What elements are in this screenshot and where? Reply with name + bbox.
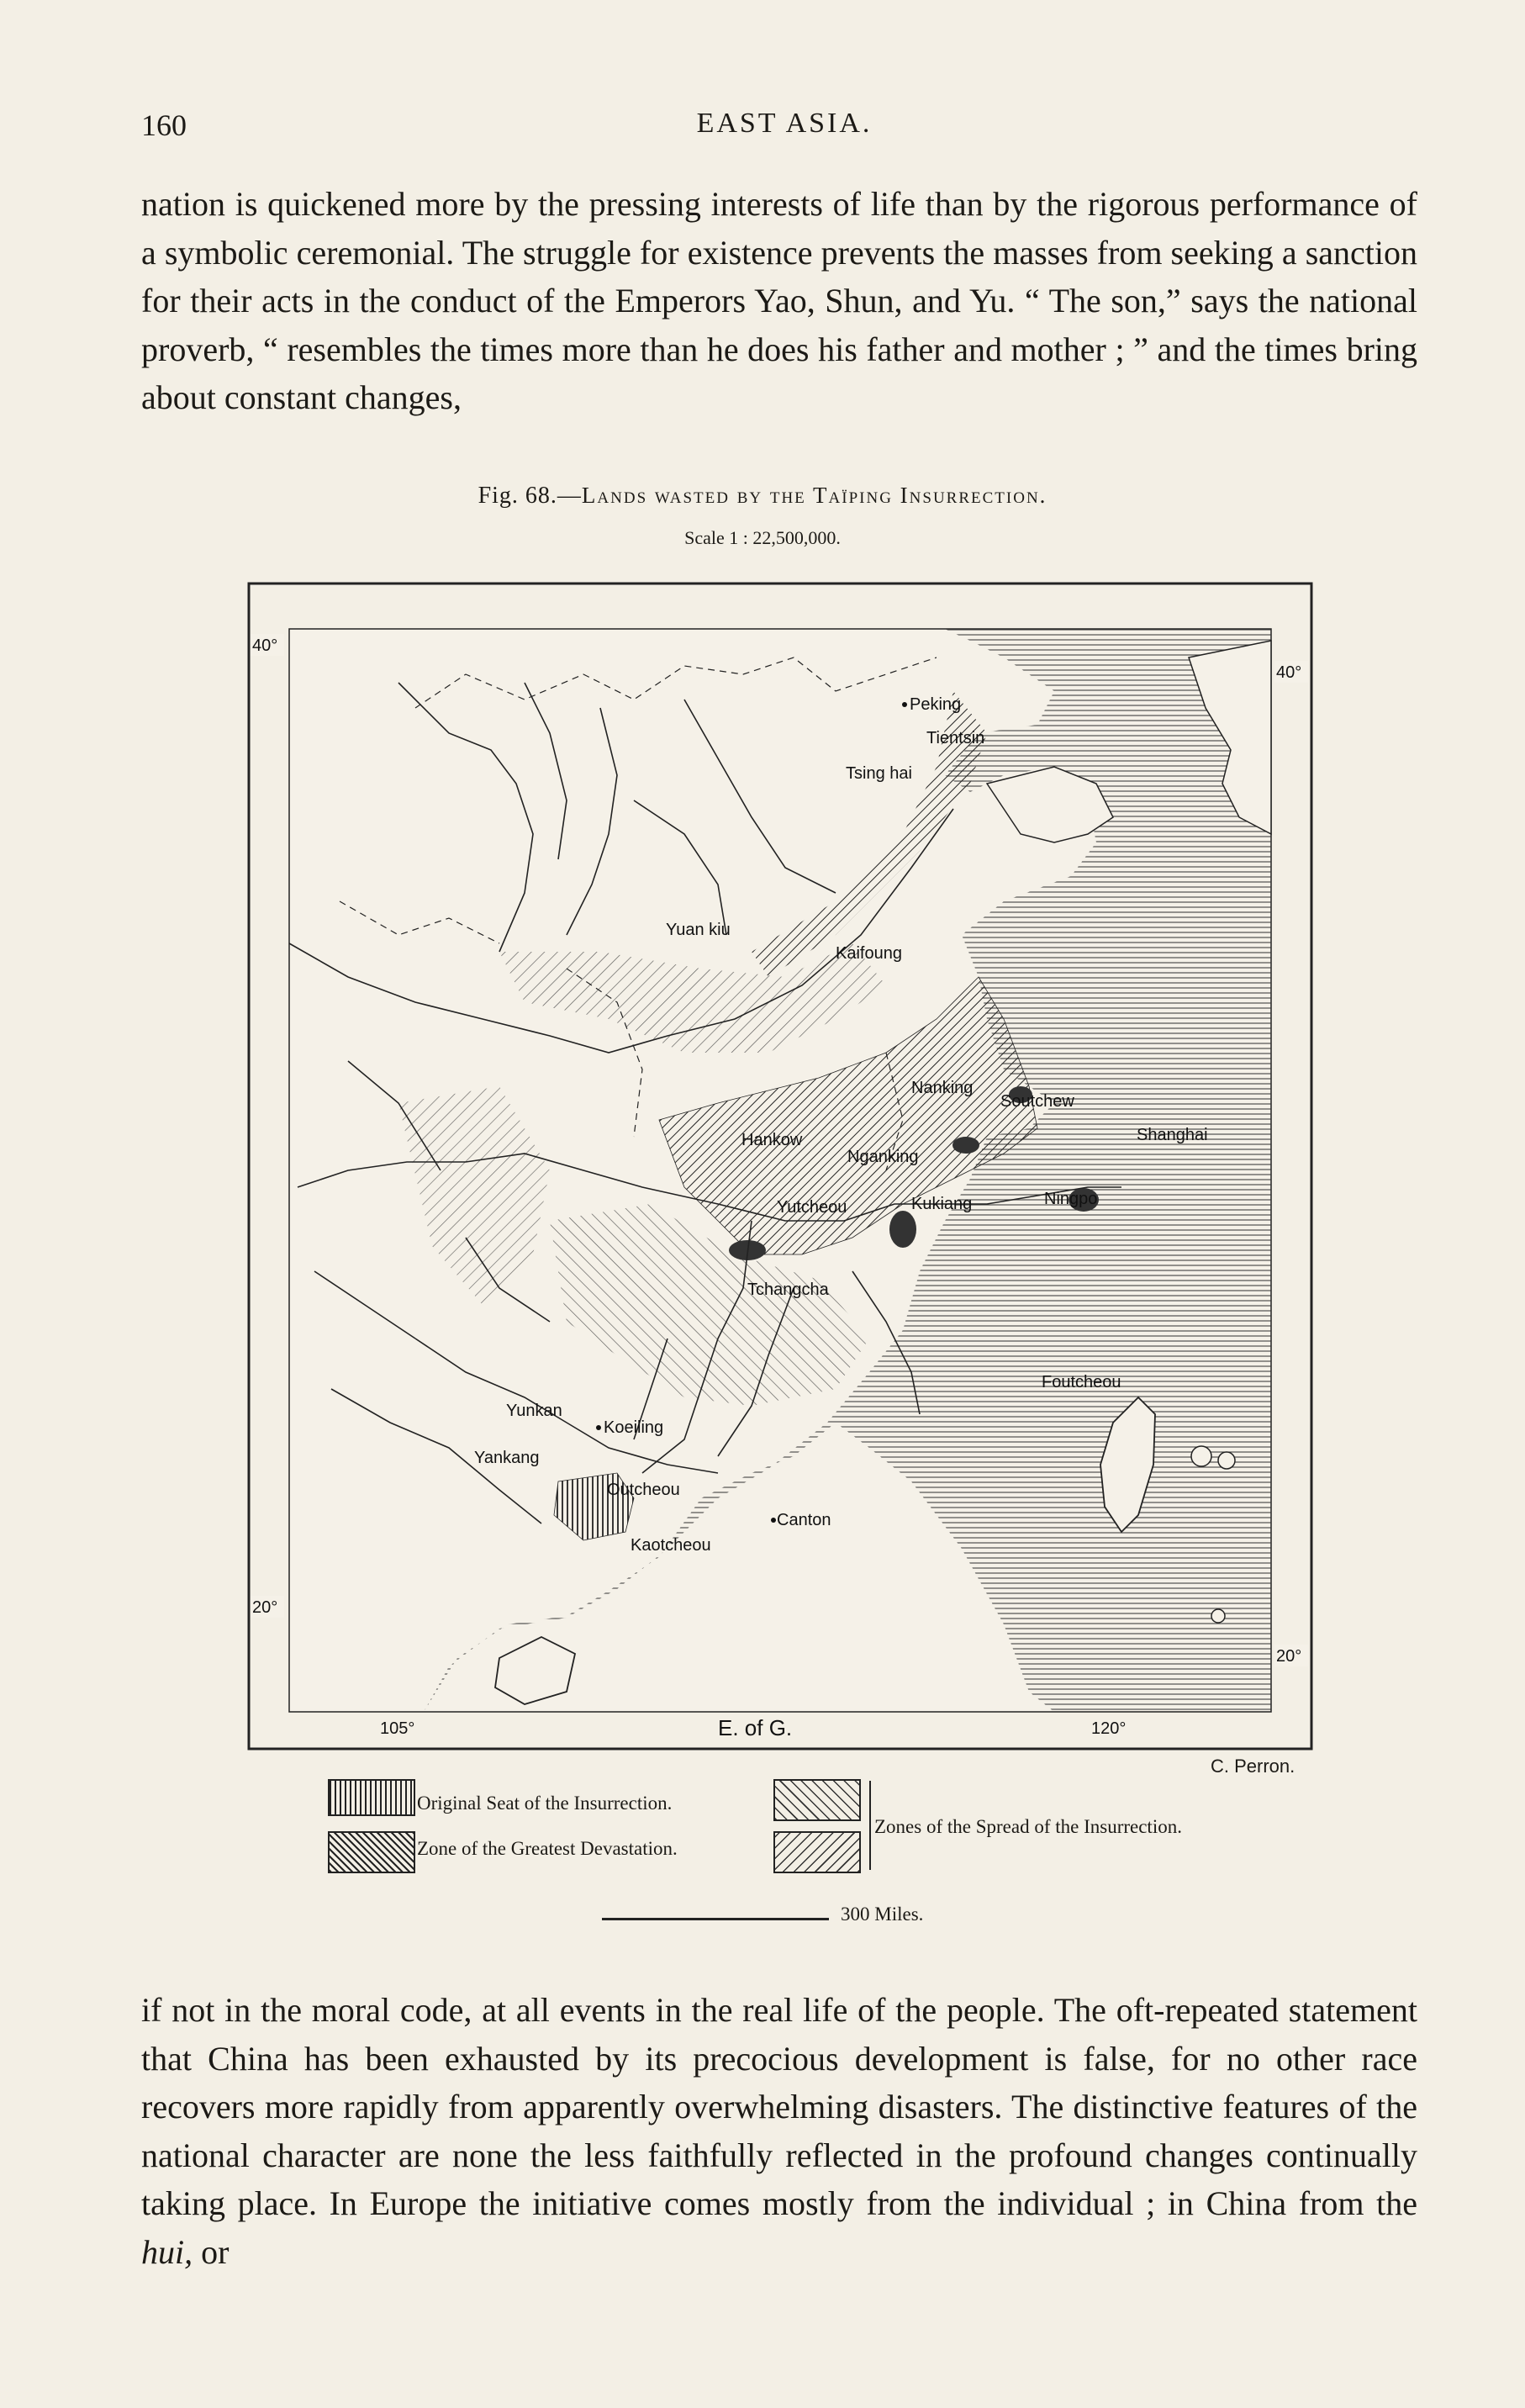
- bottom-paragraph-text: if not in the moral code, at all events in the real life of the people. The oft-repeated statement that China has been exhausted by its precocious development is false, for no other race recovers more rapidly from apparently overwhelming disasters. The distinctive features of the national character are none the less faithfully reflected in the profound changes continually taking place. In Europe the initiative comes mostly from the individual ; in China from the: [141, 1991, 1417, 2222]
- place-tsing-hai: Tsing hai: [846, 764, 912, 783]
- lon-label-west: 105°: [380, 1719, 415, 1738]
- page-header: [141, 108, 1427, 150]
- map-credit: C. Perron.: [1211, 1756, 1295, 1777]
- place-kukiang: Kukiang: [911, 1195, 973, 1213]
- legend-label-zones-of-spread: Zones of the Spread of the Insurrection.: [874, 1816, 1182, 1837]
- place-yunkan: Yunkan: [506, 1402, 562, 1420]
- bottom-paragraph-italic: hui,: [141, 2232, 193, 2271]
- island-small: [1191, 1446, 1211, 1466]
- place-tientsin: Tientsin: [926, 729, 985, 747]
- lat-label-left-bottom: 20°: [252, 1598, 278, 1617]
- place-outcheou: Outcheou: [607, 1481, 680, 1499]
- place-yutcheou: Yutcheou: [777, 1198, 847, 1217]
- scale-bar-label: 300 Miles.: [841, 1904, 924, 1925]
- legend-brace: [863, 1781, 871, 1870]
- place-canton: Canton: [777, 1511, 831, 1529]
- figure-caption: [0, 483, 1525, 510]
- legend-swatch-greatest-devastation: [328, 1831, 415, 1873]
- place-marker: [596, 1425, 601, 1430]
- legend-label-greatest-devastation: Zone of the Greatest Devastation.: [417, 1838, 678, 1859]
- top-paragraph: nation is quickened more by the pressing interests of life than by the rigorous performance of a symbolic ceremonial. The struggle for existence prevents the masses from seeking a sanction for their acts in the conduct of the Emperors Yao, Shun, and Yu. “ The son,” says the national proverb, “ resembles the times more than he does his father and mother ; ” and the times bring about constant changes,: [141, 185, 1417, 416]
- figure-number: Fig. 68.—: [478, 483, 582, 509]
- place-shanghai: Shanghai: [1137, 1126, 1208, 1144]
- legend-swatch-spread-b: [773, 1831, 861, 1873]
- island-small: [1211, 1609, 1225, 1623]
- legend-label-original-seat: Original Seat of the Insurrection.: [417, 1793, 673, 1814]
- figure-title: Lands wasted by the Taïping Insurrection.: [581, 483, 1047, 508]
- place-yuan-kiu: Yuan kiu: [666, 921, 731, 939]
- place-kaotcheou: Kaotcheou: [631, 1536, 711, 1555]
- map-figure: [247, 582, 1313, 1751]
- bottom-paragraph: [141, 1986, 1417, 2276]
- place-kaifoung: Kaifoung: [836, 944, 902, 963]
- scale-bar: [602, 1918, 829, 1920]
- place-soutchew: Soutchew: [1000, 1092, 1074, 1111]
- place-foutcheou: Foutcheou: [1042, 1373, 1121, 1391]
- place-yankang: Yankang: [474, 1449, 540, 1467]
- lat-label-right-top: 40°: [1276, 663, 1302, 682]
- lat-label-left-top: 40°: [252, 636, 278, 655]
- bottom-paragraph-end: or: [193, 2232, 230, 2271]
- island-small: [1218, 1452, 1235, 1469]
- running-title: EAST ASIA.: [696, 108, 873, 139]
- place-hankow: Hankow: [741, 1131, 803, 1149]
- page-number: 160: [141, 108, 187, 142]
- place-marker: [902, 702, 907, 707]
- lon-label-east: 120°: [1091, 1719, 1127, 1738]
- place-marker: [771, 1518, 776, 1523]
- lake: [952, 1137, 979, 1154]
- lon-label-center: E. of G.: [718, 1715, 793, 1740]
- place-ningpo: Ningpo: [1044, 1190, 1098, 1208]
- place-nanking: Nanking: [911, 1079, 974, 1097]
- place-peking: Peking: [910, 695, 962, 714]
- place-tchangcha: Tchangcha: [747, 1281, 829, 1299]
- figure-scale: Scale 1 : 22,500,000.: [684, 527, 841, 548]
- lat-label-right-bottom: 20°: [1276, 1647, 1302, 1666]
- legend-swatch-spread-a: [773, 1779, 861, 1821]
- legend-swatch-original-seat: [328, 1779, 415, 1816]
- place-nganking: Nganking: [847, 1148, 919, 1166]
- lake-poyang: [889, 1211, 916, 1248]
- place-koeiling: Koeiling: [604, 1418, 664, 1437]
